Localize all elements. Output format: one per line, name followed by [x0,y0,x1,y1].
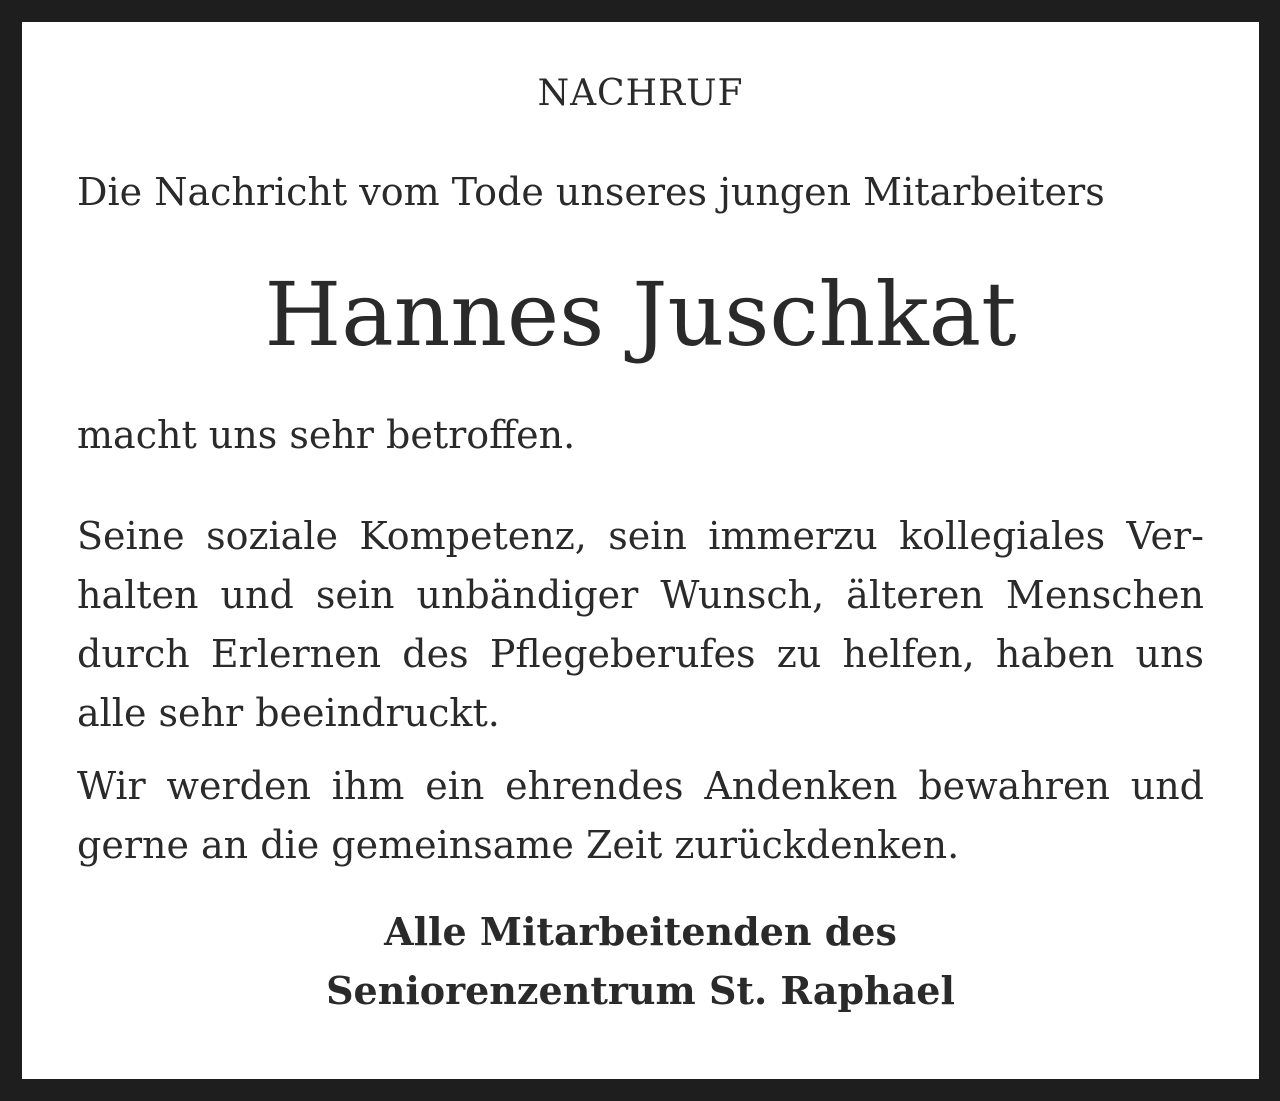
signature-organization: Seniorenzentrum St. Raphael [326,968,955,1013]
intro-text: Die Nachricht vom Tode unseres jungen Mitarbeiters [77,170,1105,214]
tribute-line: Seine soziale Kompetenz, sein immerzu kollegiales Ver- [77,514,1204,558]
remembrance-line: gerne an die gemeinsame Zeit zurückdenken. [77,823,960,867]
remembrance-paragraph [77,757,1204,875]
deceased-name: Hannes Juschkat [264,263,1017,366]
after-name-text: macht uns sehr betroffen. [77,413,576,457]
obituary-notice [22,22,1259,1079]
tribute-line: durch Erlernen des Pflegeberufes zu helfen, haben uns [77,632,1204,676]
notice-heading: NACHRUF [537,73,744,114]
tribute-line: alle sehr beeindruckt. [77,691,500,735]
signature-line: Alle Mitarbeitenden des [384,909,897,954]
tribute-paragraph [77,507,1204,743]
remembrance-line: Wir werden ihm ein ehrendes Andenken bewahren und [77,764,1204,808]
tribute-line: halten und sein unbändiger Wunsch, älteren Menschen [77,573,1204,617]
